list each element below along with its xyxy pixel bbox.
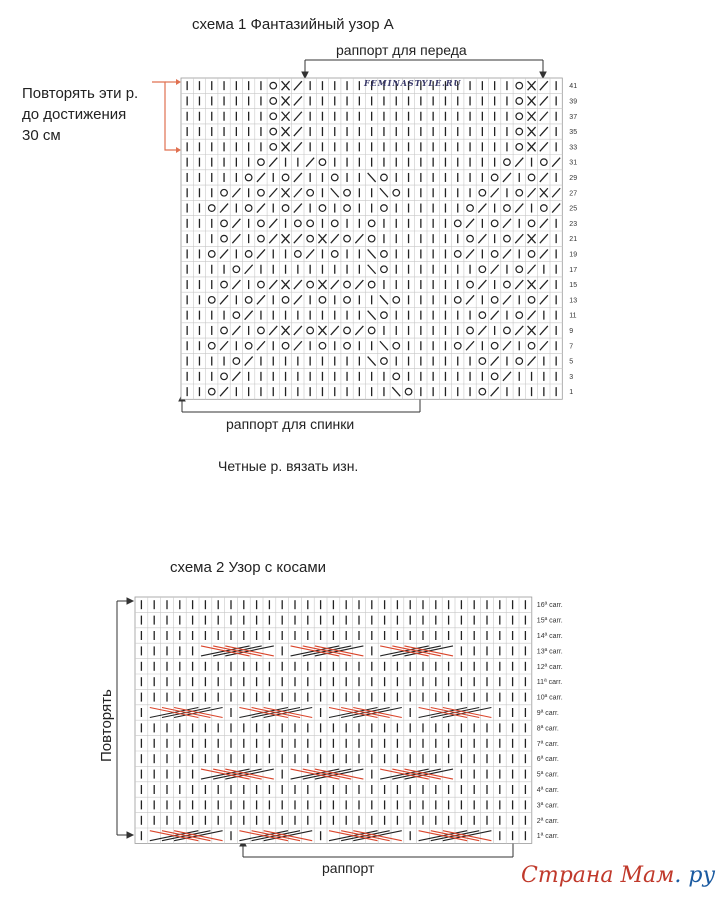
row-number-label: 15 [569, 282, 578, 290]
carr-row-label: 12ª carr. [536, 663, 563, 671]
carr-row-label: 13ª carr. [536, 648, 563, 656]
carr-row-label: 4ª carr. [536, 787, 559, 794]
repeat-rows-note-line: 30 см [22, 127, 61, 144]
repeat-rows-note-line: Повторять эти р. [22, 85, 139, 102]
row-number-label: 1 [569, 389, 574, 397]
chart1-svg [0, 0, 725, 440]
carr-row-label: 2ª carr. [536, 817, 559, 825]
logo-suffix-text: . ру [674, 863, 716, 888]
row-number-label: 41 [569, 83, 578, 91]
front-repeat-bracket [302, 60, 546, 78]
carr-row-label: 16ª carr. [536, 602, 563, 610]
logo-main-text: Страна Мам [521, 863, 675, 888]
row-number-label: 5 [569, 358, 574, 366]
watermark: FEMINASTYLE.RU [364, 78, 462, 88]
chart2-row-labels [537, 602, 563, 840]
repeat-label: раппорт [322, 860, 375, 876]
chart2-title: схема 2 Узор с косами [170, 559, 327, 576]
row-number-label: 17 [569, 266, 578, 274]
row-number-label: 13 [569, 297, 578, 305]
repeat-side-label: Повторять [98, 689, 115, 762]
front-repeat-label: раппорт для переда [336, 42, 467, 58]
row-number-label: 11 [569, 312, 577, 320]
repeat-rows-arrows [152, 79, 181, 153]
repeat-rows-note-line: до достижения [22, 106, 127, 123]
row-number-label: 25 [569, 205, 578, 213]
carr-row-label: 7ª carr. [536, 740, 559, 748]
repeat-rows-bracket [117, 598, 133, 838]
row-number-label: 27 [569, 190, 578, 198]
site-logo [521, 863, 715, 888]
carr-row-label: 1ª carr. [536, 833, 559, 841]
carr-row-label: 6ª carr. [536, 756, 559, 764]
row-number-label: 33 [569, 144, 578, 152]
chart1-grid [181, 78, 562, 399]
row-number-label: 31 [569, 159, 578, 167]
row-number-label: 37 [569, 113, 578, 121]
row-number-label: 35 [569, 129, 578, 137]
back-repeat-label: раппорт для спинки [226, 416, 355, 432]
carr-row-label: 9ª carr. [536, 710, 559, 717]
chart1-title: схема 1 Фантазийный узор А [192, 16, 394, 33]
carr-row-label: 5ª carr. [536, 771, 559, 779]
row-number-label: 7 [569, 343, 574, 351]
row-number-label: 19 [569, 251, 578, 259]
chart2-grid [135, 597, 532, 843]
carr-row-label: 8ª carr. [536, 725, 559, 733]
carr-row-label: 14ª carr. [536, 633, 563, 640]
carr-row-label: 10ª carr. [536, 694, 563, 702]
chart1-frame [181, 78, 562, 399]
row-number-label: 39 [569, 98, 578, 106]
row-number-label: 21 [569, 236, 578, 244]
row-number-label: 9 [569, 327, 574, 335]
row-number-label: 23 [569, 220, 578, 228]
row-number-label: 3 [569, 373, 574, 381]
carr-row-label: 11ª carr. [536, 679, 563, 687]
carr-row-label: 3ª carr. [536, 802, 559, 810]
even-rows-note: Четные р. вязать изн. [218, 458, 359, 474]
carr-row-label: 15ª carr. [536, 617, 563, 625]
row-number-label: 29 [569, 174, 578, 182]
chart1-row-labels [569, 83, 577, 396]
